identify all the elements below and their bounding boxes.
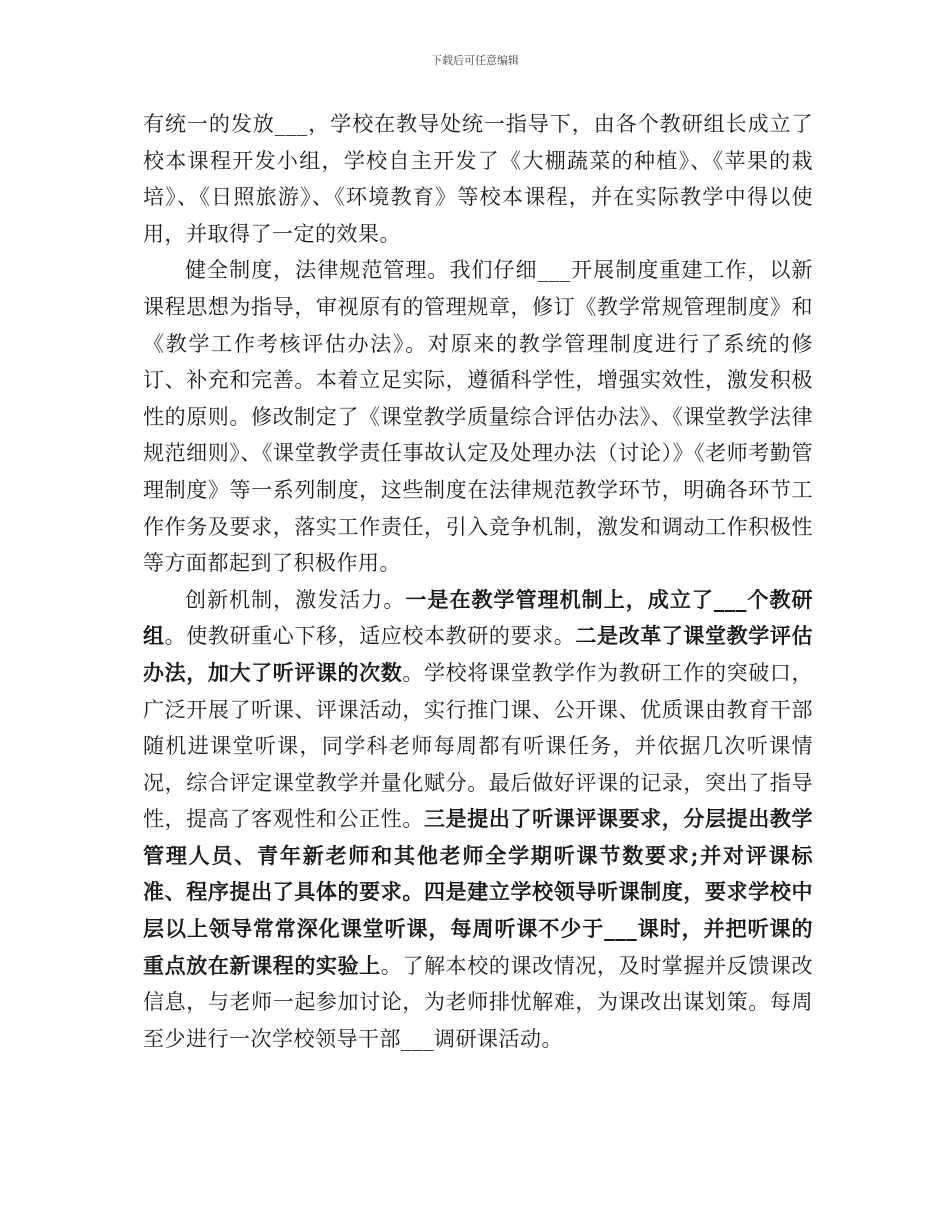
page-header: 下载后可任意编辑 bbox=[431, 54, 519, 67]
paragraph-3-text: 。使教研重心下移，适应校本教研的要求。 bbox=[164, 624, 576, 649]
paragraph-3 bbox=[143, 582, 813, 1058]
paragraph-3-bold-text: 二是改革了课堂教学评估办法，加大了听评课的次数 bbox=[143, 623, 814, 685]
paragraph-3-text: 。了解本校的课改情况，及时掌握并反馈课改信息，与老师一起参加讨论，为老师排忧解难，为课改出谋划策。每周至少进行一次学校领导干部___调研课活动。 bbox=[143, 953, 814, 1051]
paragraph-3-text: 。学校将课堂教学作为教研工作的突破口，广泛开展了听课、评课活动，实行推门课、公开课、优质课由教育干部随机进课堂听课，同学科老师每周都有听课任务，并依据几次听课情况，综合评定课堂教学并量化赋分。最后做好评课的记录，突出了指导性，提高了客观性和公正性。 bbox=[143, 660, 814, 832]
paragraph-3-text: 创新机制，激发活力。 bbox=[185, 587, 406, 612]
document-body bbox=[143, 106, 813, 1057]
paragraph-1-text: 有统一的发放___，学校在教导处统一指导下，由各个教研组长成立了校本课程开发小组，学校自主开发了《大棚蔬菜的种植》、《苹果的栽培》、《日照旅游》、《环境教育》等校本课程，并在实际教学中得以使用，并取得了一定的效果。 bbox=[143, 112, 813, 246]
paragraph-2-text: 健全制度，法律规范管理。我们仔细___开展制度重建工作，以新课程思想为指导，审视原有的管理规章，修订《教学常规管理制度》和《教学工作考核评估办法》。对原来的教学管理制度进行了系统的修订、补充和完善。本着立足实际，遵循科学性，增强实效性，激发积极性的原则。修改制定了《课堂教学质量综合评估办法》、《课堂教学法律规范细则》、《课堂教学责任事故认定及处理办法（讨论）》《老师考勤管理制度》等一系列制度，这些制度在法律规范教学环节，明确各环节工作作务及要求，落实工作责任，引入竞争机制，激发和调动工作积极性等方面都起到了积极作用。 bbox=[143, 258, 813, 576]
paragraph-3-bold-text: 三是提出了听课评课要求，分层提出教学管理人员、青年新老师和其他老师全学期听课节数要求;并对评课标准、程序提出了具体的要求。四是建立学校领导听课制度，要求学校中层以上领导常常深化课堂听课，每周听课不少于___课时，并把听课的重点放在新课程的实验上 bbox=[143, 806, 813, 978]
paragraph-1 bbox=[143, 106, 813, 252]
paragraph-2 bbox=[143, 252, 813, 581]
paragraph-3-bold-text: 一是在教学管理机制上，成立了___个教研组 bbox=[143, 586, 814, 649]
